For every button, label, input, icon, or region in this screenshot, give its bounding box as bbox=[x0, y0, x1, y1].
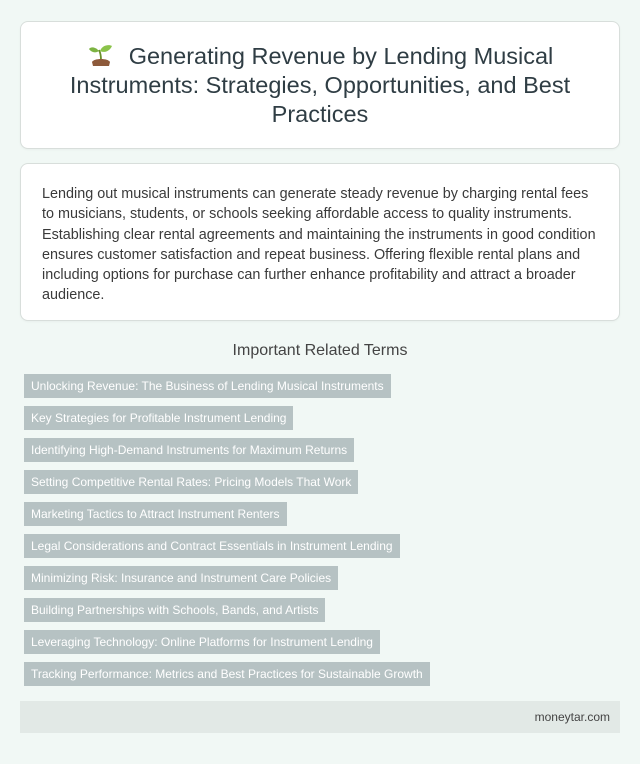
footer-site-link[interactable]: moneytar.com bbox=[534, 710, 610, 724]
footer bbox=[20, 701, 620, 733]
title-card bbox=[20, 21, 620, 149]
page-title bbox=[21, 42, 619, 129]
related-term-tag[interactable]: Marketing Tactics to Attract Instrument Renters bbox=[24, 502, 287, 526]
related-term-tag[interactable]: Building Partnerships with Schools, Bands, and Artists bbox=[24, 598, 325, 622]
sprout-icon bbox=[87, 43, 115, 67]
related-term-tag[interactable]: Leveraging Technology: Online Platforms for Instrument Lending bbox=[24, 630, 380, 654]
related-term-tag[interactable]: Setting Competitive Rental Rates: Pricing Models That Work bbox=[24, 470, 358, 494]
related-terms-list bbox=[24, 374, 620, 694]
related-term-tag[interactable]: Minimizing Risk: Insurance and Instrument Care Policies bbox=[24, 566, 338, 590]
related-term-tag[interactable]: Key Strategies for Profitable Instrument Lending bbox=[24, 406, 293, 430]
related-term-tag[interactable]: Tracking Performance: Metrics and Best Practices for Sustainable Growth bbox=[24, 662, 430, 686]
description-text: Lending out musical instruments can generate steady revenue by charging rental fees to musicians, students, or schools seeking affordable access to quality instruments. Establishing clear rental agreements and maintaining the instruments in good condition ensures customer satisfaction and repeat business. Offering flexible rental plans and including options for purchase can further enhance profitability and attract a broader audience. bbox=[42, 186, 596, 304]
related-term-tag[interactable]: Legal Considerations and Contract Essentials in Instrument Lending bbox=[24, 534, 400, 558]
page-title-text: Generating Revenue by Lending Musical Instruments: Strategies, Opportunities, and Best Practices bbox=[69, 42, 571, 127]
related-term-tag[interactable]: Unlocking Revenue: The Business of Lending Musical Instruments bbox=[24, 374, 391, 398]
related-terms-heading: Important Related Terms bbox=[232, 342, 408, 359]
related-term-tag[interactable]: Identifying High-Demand Instruments for Maximum Returns bbox=[24, 438, 354, 462]
description-card bbox=[20, 163, 620, 321]
